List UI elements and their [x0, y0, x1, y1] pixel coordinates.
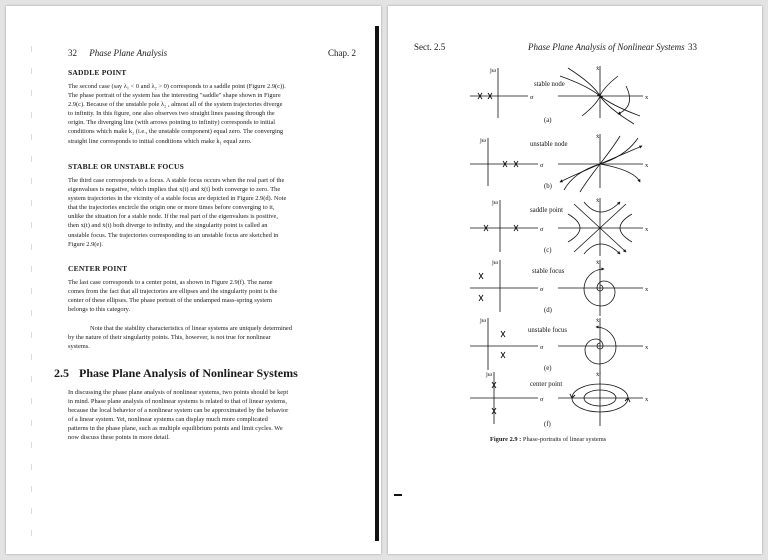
jw-label: jω: [490, 67, 497, 74]
panel-title: unstable focus: [528, 327, 568, 334]
svg-text:σ: σ: [540, 286, 544, 293]
svg-text:x: x: [645, 344, 649, 351]
saddle-heading: SADDLE POINT: [68, 68, 127, 77]
svg-text:σ: σ: [540, 162, 544, 169]
sigma-label: σ: [530, 94, 534, 101]
scan-mark: [394, 494, 402, 496]
text-line: The phase portrait of the system has the interesting "saddle" shape shown in Figure: [68, 92, 281, 100]
phase-portrait-figure: [388, 6, 762, 554]
svg-text:ẋ: ẋ: [596, 259, 600, 266]
xdot-label: ẋ: [596, 65, 600, 72]
section-number: 2.5: [54, 366, 69, 380]
text-line: straight line corresponds to initial conditions which make k₁ equal zero.: [68, 137, 252, 145]
text-line: Note that the stability characteristics of linear systems are uniquely determined: [90, 325, 292, 332]
svg-text:jω: jω: [486, 371, 493, 378]
text-line: The last case corresponds to a center point, as shown in Figure 2.9(f). The name: [68, 279, 273, 286]
text-line: origin. The diverging line (with arrows pointing to infinity) corresponds to initial: [68, 119, 276, 127]
panel-tag: (b): [544, 183, 552, 190]
text-line: then x(t) and ẋ(t) both diverge to infinity, and the singularity point is called an: [68, 222, 268, 230]
text-line: conditions which make k₂ (i.e., the unstable component) equal zero. The converging: [68, 128, 284, 136]
svg-text:ẋ: ẋ: [596, 317, 600, 324]
svg-text:σ: σ: [540, 226, 544, 233]
page-binding-shadow: [375, 26, 379, 541]
svg-text:ẋ: ẋ: [596, 197, 600, 204]
text-line: systems.: [68, 343, 90, 351]
svg-text:x: x: [645, 286, 649, 293]
svg-text:jω: jω: [480, 137, 487, 144]
text-line: belongs to this category.: [68, 306, 131, 314]
left-page: [6, 6, 381, 554]
panel-tag: (e): [544, 365, 552, 372]
text-line: center of these ellipses. The phase portrait of the undamped mass-spring system: [68, 297, 272, 305]
note-paragraph: [68, 324, 371, 351]
svg-text:σ: σ: [540, 344, 544, 351]
panel-tag: (c): [544, 247, 552, 254]
running-title: Phase Plane Analysis of Nonlinear Systems: [528, 42, 685, 52]
text-line: of a linear system. Yet, nonlinear systems can display much more complicated: [68, 416, 268, 424]
caption-number: Figure 2.9 :: [490, 436, 522, 443]
caption-text: Phase-portraits of linear systems: [522, 436, 607, 443]
text-line: in mind. Phase plane analysis of nonlinear systems is related to that of linear systems,: [68, 398, 288, 406]
focus-paragraph: [68, 176, 371, 249]
section-title: Phase Plane Analysis of Nonlinear Systems: [79, 366, 298, 380]
text-line: The second case (say λ₁ < 0 and λ₂ > 0) corresponds to a saddle point (Figure 2.9(c)).: [68, 83, 286, 90]
text-line: by the nature of their singularity points. This, however, is not true for nonlinear: [68, 334, 271, 342]
panel-title: saddle point: [530, 207, 564, 214]
svg-text:x: x: [645, 162, 649, 169]
text-line: to infinity. In this figure, one also observes two straight lines passing through the: [68, 110, 275, 118]
center-paragraph: [68, 278, 371, 314]
svg-text:jω: jω: [492, 259, 499, 266]
svg-text:ẋ: ẋ: [596, 133, 600, 140]
svg-text:σ: σ: [540, 396, 544, 403]
panel-title: stable node: [534, 81, 565, 88]
text-line: unstable focus. The trajectories corresponding to an unstable focus are sketched in: [68, 231, 279, 239]
text-line: In discussing the phase plane analysis of nonlinear systems, two points should be kept: [68, 389, 289, 396]
text-line: patterns in the phase plane, such as multiple equilibrium points and limit cycles. We: [68, 425, 283, 433]
panel-title: unstable node: [530, 141, 568, 148]
figure-caption: [490, 436, 606, 443]
text-line: 2.9(c). Because of the unstable pole λ₂ , almost all of the system trajectories diverge: [68, 101, 283, 109]
section-heading: [54, 366, 298, 381]
chapter-label: Chap. 2: [328, 48, 356, 58]
svg-text:ẋ: ẋ: [596, 371, 600, 378]
running-title: Phase Plane Analysis: [89, 48, 168, 58]
panel-title: stable focus: [532, 268, 565, 275]
panel-tag: (d): [544, 307, 552, 314]
panel-tag: (f): [544, 421, 551, 428]
focus-heading: STABLE OR UNSTABLE FOCUS: [68, 162, 185, 171]
text-line: system trajectories in the vicinity of a stable focus are depicted in Figure 2.9(d). Note: [68, 195, 287, 203]
svg-text:x: x: [645, 396, 649, 403]
panel-labels: [528, 81, 568, 428]
text-line: comes from the fact that all trajectories are ellipses and the singularity point is the: [68, 288, 278, 296]
svg-text:x: x: [645, 226, 649, 233]
text-line: that the trajectories encircle the origin one or more times before converging to it,: [68, 204, 275, 212]
svg-text:jω: jω: [480, 317, 487, 324]
center-heading: CENTER POINT: [68, 264, 128, 273]
text-line: unlike the situation for a stable node. If the real part of the eigenvalues is positive,: [68, 213, 278, 221]
page-number: 32: [68, 48, 77, 58]
text-line: Figure 2.9(e).: [68, 240, 103, 248]
section-paragraph: [68, 388, 371, 443]
text-line: The third case corresponds to a focus. A stable focus occurs when the real part of the: [68, 177, 285, 184]
saddle-paragraph: [68, 82, 371, 146]
panel-tag: (a): [544, 117, 552, 124]
x-label: x: [645, 94, 649, 101]
page-number: 33: [688, 42, 697, 52]
section-label: Sect. 2.5: [414, 42, 446, 52]
right-page: [388, 6, 762, 554]
text-line: because the local behavior of a nonlinear system can be approximated by the behavior: [68, 407, 289, 415]
svg-text:jω: jω: [492, 199, 499, 206]
panel-stable-node: [470, 66, 643, 124]
panel-title: center point: [530, 381, 563, 388]
scan-edge-marks: [31, 46, 32, 536]
left-page-header: [68, 48, 167, 58]
text-line: eigenvalues is negative, which implies that x(t) and ẋ(t) both converge to zero. The: [68, 186, 281, 194]
text-line: now discuss these points in more detail.: [68, 434, 170, 442]
